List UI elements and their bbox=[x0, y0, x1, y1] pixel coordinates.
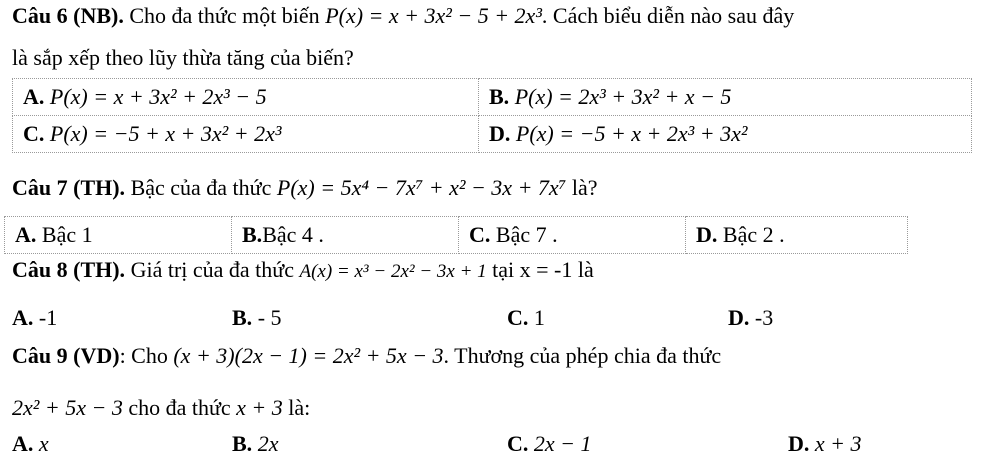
q7-line1 bbox=[12, 174, 597, 202]
q7-option-b[interactable] bbox=[232, 217, 459, 254]
option-text: x bbox=[38, 431, 49, 456]
option-text: P(x) = −5 + x + 3x² + 2x³ bbox=[49, 121, 282, 146]
q9-option-a[interactable] bbox=[12, 430, 49, 458]
q7-option-d[interactable] bbox=[686, 217, 908, 254]
q6-line1 bbox=[12, 2, 794, 30]
option-letter: B. bbox=[242, 222, 263, 247]
q9-rest: . Thương của phép chia đa thức bbox=[443, 343, 722, 368]
q6-rest: . Cách biểu diễn nào sau đây bbox=[541, 3, 795, 28]
q8-label: Câu 8 (TH). bbox=[12, 257, 126, 282]
q9-poly: 2x² + 5x − 3 bbox=[12, 395, 123, 420]
q8-rest: tại x = -1 là bbox=[492, 257, 594, 282]
option-letter: B. bbox=[232, 431, 253, 456]
q8-poly: A(x) = x³ − 2x² − 3x + 1 bbox=[299, 261, 487, 282]
q9-intro: : Cho bbox=[119, 343, 168, 368]
option-text: Bậc 1 bbox=[41, 222, 93, 247]
option-text: 2x bbox=[257, 431, 279, 456]
option-letter: A. bbox=[15, 222, 37, 247]
option-letter: C. bbox=[507, 431, 529, 456]
option-letter: B. bbox=[232, 305, 253, 330]
option-letter: A. bbox=[12, 431, 34, 456]
option-text: P(x) = x + 3x² + 2x³ − 5 bbox=[49, 84, 267, 109]
q9-end: là: bbox=[288, 395, 311, 420]
option-text: - 5 bbox=[257, 305, 282, 330]
q9-line2 bbox=[12, 394, 310, 422]
q7-label: Câu 7 (TH). bbox=[12, 175, 126, 200]
q7-options-table bbox=[4, 216, 908, 254]
option-letter: D. bbox=[728, 305, 750, 330]
option-letter: C. bbox=[507, 305, 529, 330]
q8-intro: Giá trị của đa thức bbox=[130, 257, 294, 282]
q9-mid: cho đa thức bbox=[128, 395, 231, 420]
q7-option-c[interactable] bbox=[459, 217, 686, 254]
option-letter: D. bbox=[489, 121, 511, 146]
q6-label: Câu 6 (NB). bbox=[12, 3, 124, 28]
q6-option-d[interactable] bbox=[479, 116, 972, 153]
option-text: Bậc 2 . bbox=[722, 222, 785, 247]
option-letter: D. bbox=[696, 222, 718, 247]
q6-option-a[interactable] bbox=[13, 79, 479, 116]
q7-option-a[interactable] bbox=[5, 217, 232, 254]
q7-poly: P(x) = 5x⁴ − 7x⁷ + x² − 3x + 7x⁷ bbox=[276, 175, 567, 200]
option-letter: C. bbox=[23, 121, 45, 146]
option-text: x + 3 bbox=[814, 431, 862, 456]
q9-option-d[interactable] bbox=[788, 430, 862, 458]
q8-option-c[interactable] bbox=[507, 304, 545, 332]
option-letter: B. bbox=[489, 84, 510, 109]
option-letter: C. bbox=[469, 222, 491, 247]
q9-label: Câu 9 (VD) bbox=[12, 343, 120, 368]
q9-line1 bbox=[12, 342, 721, 370]
q7-intro: Bậc của đa thức bbox=[130, 175, 272, 200]
option-text: P(x) = −5 + x + 2x³ + 3x² bbox=[515, 121, 748, 146]
option-text: Bậc 4 . bbox=[262, 222, 324, 247]
option-text: 2x − 1 bbox=[533, 431, 592, 456]
option-text: -1 bbox=[38, 305, 58, 330]
q6-intro: Cho đa thức một biến bbox=[129, 3, 320, 28]
option-text: Bậc 7 . bbox=[495, 222, 558, 247]
q9-option-b[interactable] bbox=[232, 430, 278, 458]
option-text: 1 bbox=[533, 305, 545, 330]
q8-option-d[interactable] bbox=[728, 304, 773, 332]
q6-options-table bbox=[12, 78, 972, 153]
q9-divisor: x + 3 bbox=[236, 395, 283, 420]
option-letter: A. bbox=[12, 305, 34, 330]
q6-option-c[interactable] bbox=[13, 116, 479, 153]
q6-poly: P(x) = x + 3x² − 5 + 2x³ bbox=[325, 3, 542, 28]
q6-option-b[interactable] bbox=[479, 79, 972, 116]
q6-line2: là sắp xếp theo lũy thừa tăng của biến? bbox=[12, 45, 354, 70]
option-letter: D. bbox=[788, 431, 810, 456]
option-letter: A. bbox=[23, 84, 45, 109]
option-text: -3 bbox=[754, 305, 774, 330]
q7-rest: là? bbox=[571, 175, 598, 200]
q8-line1 bbox=[12, 256, 594, 286]
option-text: P(x) = 2x³ + 3x² + x − 5 bbox=[514, 84, 732, 109]
q8-option-a[interactable] bbox=[12, 304, 57, 332]
q9-option-c[interactable] bbox=[507, 430, 592, 458]
q8-option-b[interactable] bbox=[232, 304, 282, 332]
q9-equation: (x + 3)(2x − 1) = 2x² + 5x − 3 bbox=[173, 343, 444, 368]
